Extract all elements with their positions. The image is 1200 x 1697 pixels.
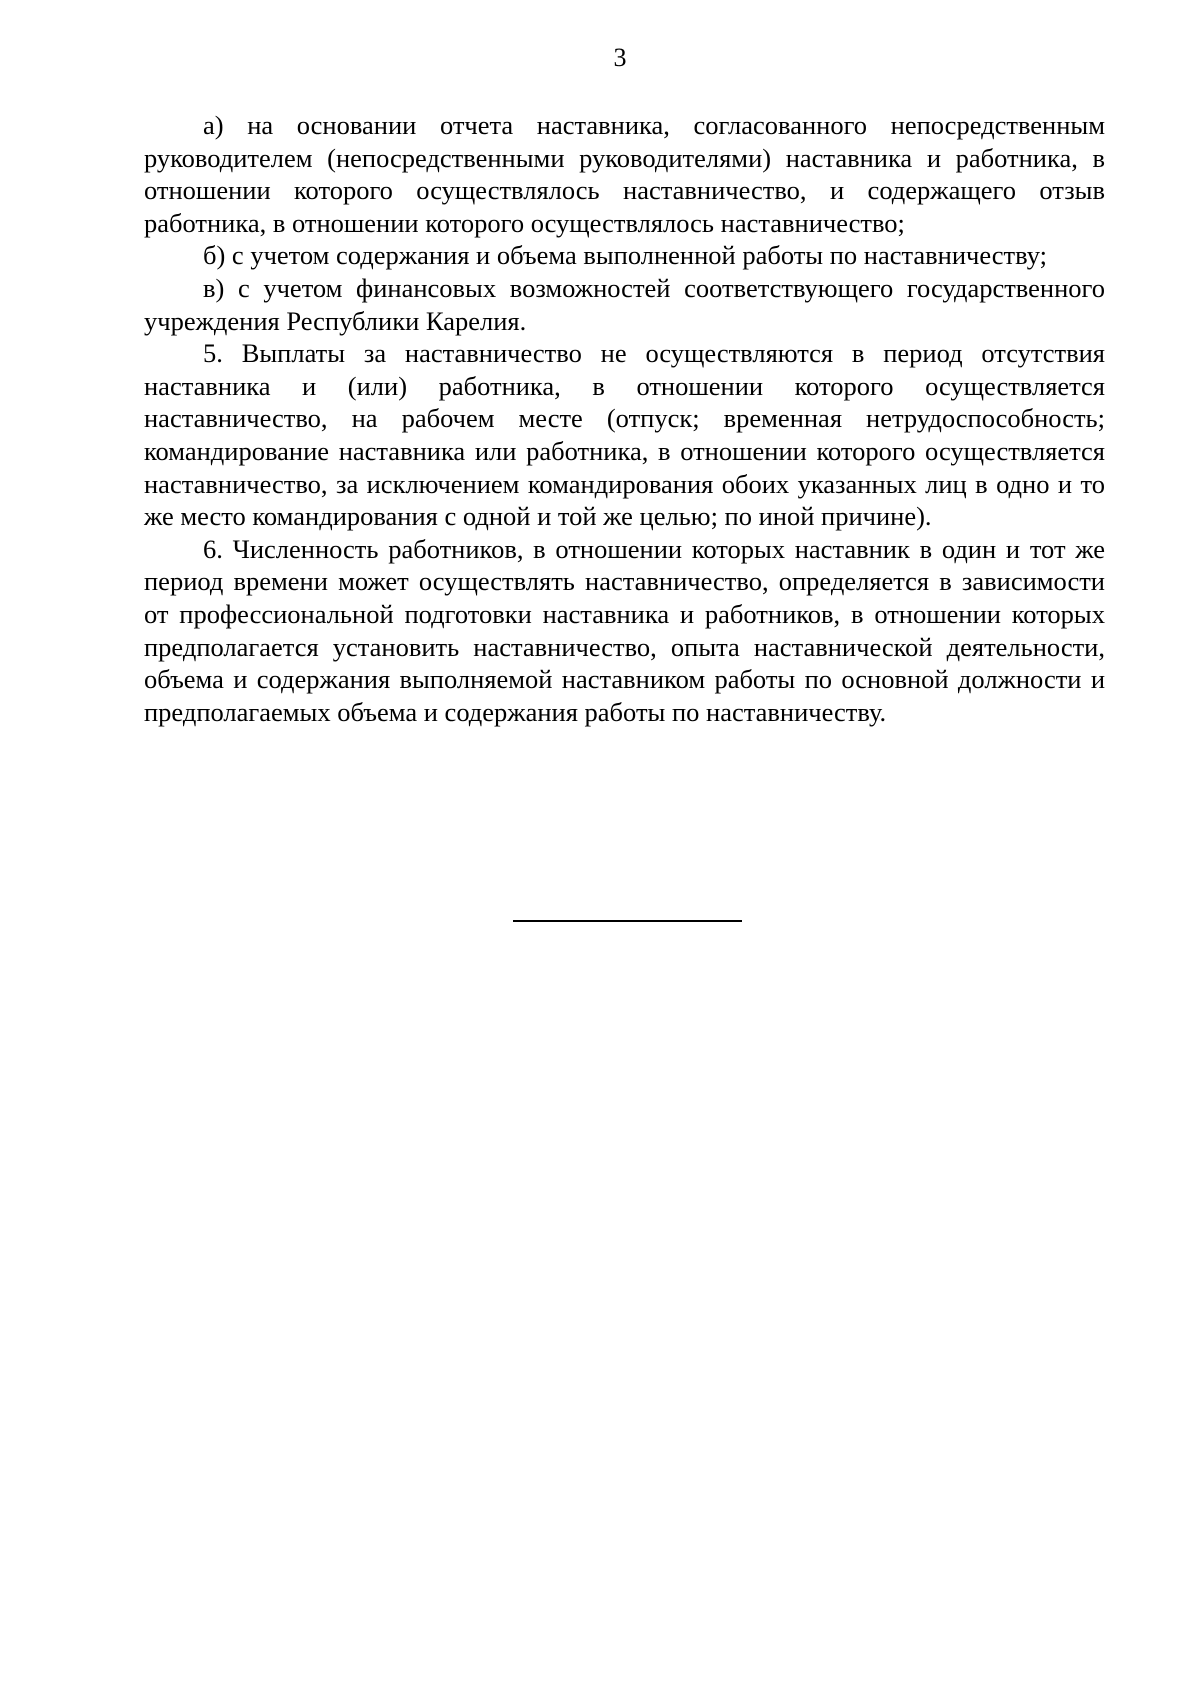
paragraph-6: 6. Численность работников, в отношении которых наставник в один и тот же период времени может осуществлять наставничество, определяется в зависимости от профессиональной подготовки наставника и работников, в отношении которых предполагается установить наставничество, опыта наставнической деятельности, объема и содержания выполняемой наставником работы по основной должности и предполагаемых объема и содержания работы по наставничеству.	[144, 533, 1105, 727]
document-end-rule	[513, 920, 742, 922]
paragraph-a: а) на основании отчета наставника, согласованного непосредственным руководителем (непосредственными руководителями) наставника и работника, в отношении которого осуществлялось наставничество, и содержащего отзыв работника, в отношении которого осуществлялось наставничество;	[144, 110, 1105, 238]
document-body	[144, 109, 1105, 728]
paragraph-v: в) с учетом финансовых возможностей соответствующего государственного учреждения Республики Карелия.	[144, 272, 1105, 336]
paragraph-5: 5. Выплаты за наставничество не осуществляются в период отсутствия наставника и (или) работника, в отношении которого осуществляется наставничество, на рабочем месте (отпуск; временная нетрудоспособность; командирование наставника или работника, в отношении которого осуществляется наставничество, за исключением командирования обоих указанных лиц в одно и то же место командирования с одной и той же целью; по иной причине).	[144, 338, 1105, 532]
paragraph-b: б) с учетом содержания и объема выполненной работы по наставничеству;	[203, 240, 1048, 271]
page-number: 3	[613, 43, 627, 72]
